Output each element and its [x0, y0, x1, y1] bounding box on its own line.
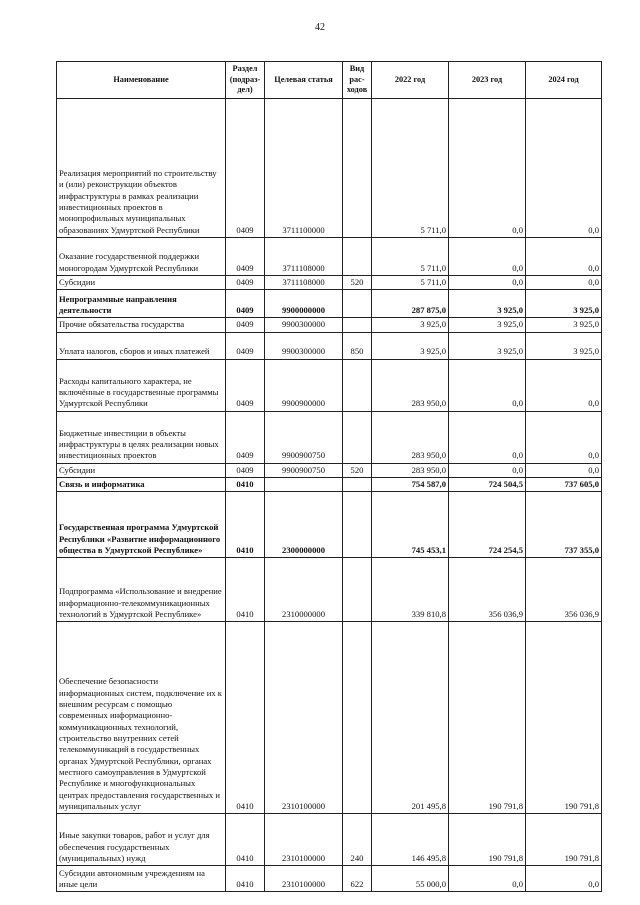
- row-2024: 3 925,0: [526, 332, 602, 359]
- row-2024: 0,0: [526, 411, 602, 463]
- row-2024: 3 925,0: [526, 290, 602, 318]
- row-2022: 5 711,0: [372, 238, 449, 276]
- row-name: Связь и информатика: [57, 478, 226, 492]
- row-2022: 339 810,8: [372, 558, 449, 622]
- row-2023: 3 925,0: [449, 290, 526, 318]
- row-2022: 55 000,0: [372, 866, 449, 892]
- row-name: Субсидии: [57, 463, 226, 477]
- row-2023: 0,0: [449, 359, 526, 411]
- row-2023: 0,0: [449, 276, 526, 290]
- row-name: Бюджетные инвестиции в объекты инфраструктуры в целях реализации новых инвестиционных проектов: [57, 411, 226, 463]
- row-section: 0410: [226, 478, 265, 492]
- row-2023: 0,0: [449, 238, 526, 276]
- row-kind: [343, 478, 372, 492]
- row-name: Прочие обязательства государства: [57, 318, 226, 332]
- row-target: 3711108000: [265, 238, 343, 276]
- row-2022: 283 950,0: [372, 359, 449, 411]
- row-kind: 622: [343, 866, 372, 892]
- row-2022: 754 587,0: [372, 478, 449, 492]
- row-2022: 201 495,8: [372, 622, 449, 814]
- row-target: 9900900000: [265, 359, 343, 411]
- row-target: 9900900750: [265, 411, 343, 463]
- row-section: 0409: [226, 318, 265, 332]
- row-kind: [343, 558, 372, 622]
- row-section: 0409: [226, 290, 265, 318]
- row-name: Субсидии: [57, 276, 226, 290]
- row-2024: 0,0: [526, 463, 602, 477]
- row-2024: 3 925,0: [526, 318, 602, 332]
- row-target: 2300000000: [265, 492, 343, 558]
- row-2024: 190 791,8: [526, 814, 602, 866]
- table-row: [57, 290, 602, 318]
- row-2024: 356 036,9: [526, 558, 602, 622]
- row-2023: 0,0: [449, 99, 526, 238]
- row-2024: 190 791,8: [526, 622, 602, 814]
- row-target: 2310100000: [265, 866, 343, 892]
- table-row: [57, 478, 602, 492]
- row-2024: 0,0: [526, 238, 602, 276]
- table-row: [57, 866, 602, 892]
- row-section: 0410: [226, 866, 265, 892]
- row-section: 0409: [226, 238, 265, 276]
- row-section: 0410: [226, 814, 265, 866]
- header-name: Наименование: [57, 62, 226, 99]
- row-2022: 5 711,0: [372, 276, 449, 290]
- row-kind: [343, 411, 372, 463]
- row-name: Уплата налогов, сборов и иных платежей: [57, 332, 226, 359]
- table-row: [57, 411, 602, 463]
- row-2023: 0,0: [449, 463, 526, 477]
- row-2023: 0,0: [449, 411, 526, 463]
- row-section: 0409: [226, 332, 265, 359]
- row-target: 9900000000: [265, 290, 343, 318]
- budget-table: [56, 61, 602, 892]
- row-target: 3711100000: [265, 99, 343, 238]
- row-2024: 0,0: [526, 276, 602, 290]
- table-row: [57, 622, 602, 814]
- row-2023: 724 504,5: [449, 478, 526, 492]
- row-2024: 737 605,0: [526, 478, 602, 492]
- row-kind: [343, 359, 372, 411]
- row-section: 0409: [226, 359, 265, 411]
- row-2022: 146 495,8: [372, 814, 449, 866]
- row-2024: 0,0: [526, 866, 602, 892]
- row-target: [265, 478, 343, 492]
- row-kind: 850: [343, 332, 372, 359]
- row-kind: [343, 238, 372, 276]
- row-2022: 3 925,0: [372, 318, 449, 332]
- header-2023: 2023 год: [449, 62, 526, 99]
- table-row: [57, 318, 602, 332]
- row-kind: 520: [343, 463, 372, 477]
- row-name: Государственная программа Удмуртской Республики «Развитие информационного общества в Удмуртской Республике»: [57, 492, 226, 558]
- header-target: Целевая статья: [265, 62, 343, 99]
- row-2022: 287 875,0: [372, 290, 449, 318]
- row-2022: 283 950,0: [372, 463, 449, 477]
- row-kind: [343, 99, 372, 238]
- row-section: 0410: [226, 622, 265, 814]
- row-2022: 5 711,0: [372, 99, 449, 238]
- row-kind: [343, 290, 372, 318]
- row-2023: 3 925,0: [449, 318, 526, 332]
- row-kind: 520: [343, 276, 372, 290]
- row-section: 0409: [226, 411, 265, 463]
- table-row: [57, 332, 602, 359]
- row-name: Обеспечение безопасности информационных систем, подключение их к внешним ресурсам с помощью современных информационно-коммуникационных технологий, строительство внутренних сетей телекоммуникаций в государственных органах Удмуртской Республики, органах местного самоуправления в Удмуртской Республике и многофункциональных центрах предоставления государственных и муниципальных услуг: [57, 622, 226, 814]
- row-name: Расходы капитального характера, не включённые в государственные программы Удмуртской Республики: [57, 359, 226, 411]
- table-row: [57, 558, 602, 622]
- row-name: Подпрограмма «Использование и внедрение информационно-телекоммуникационных технологий в Удмуртской Республике»: [57, 558, 226, 622]
- row-target: 9900300000: [265, 318, 343, 332]
- row-2023: 190 791,8: [449, 814, 526, 866]
- row-target: 2310100000: [265, 814, 343, 866]
- table-header-row: [57, 62, 602, 99]
- row-section: 0409: [226, 276, 265, 290]
- row-section: 0409: [226, 463, 265, 477]
- header-section: Раздел (подраз-дел): [226, 62, 265, 99]
- table-row: [57, 99, 602, 238]
- row-kind: [343, 622, 372, 814]
- table-row: [57, 814, 602, 866]
- row-kind: [343, 318, 372, 332]
- row-section: 0409: [226, 99, 265, 238]
- table-row: [57, 463, 602, 477]
- table-row: [57, 492, 602, 558]
- row-name: Иные закупки товаров, работ и услуг для обеспечения государственных (муниципальных) нужд: [57, 814, 226, 866]
- row-target: 2310100000: [265, 622, 343, 814]
- row-2023: 356 036,9: [449, 558, 526, 622]
- page-number: 42: [315, 22, 325, 33]
- row-2023: 190 791,8: [449, 622, 526, 814]
- row-2023: 3 925,0: [449, 332, 526, 359]
- row-name: Непрограммные направления деятельности: [57, 290, 226, 318]
- row-kind: 240: [343, 814, 372, 866]
- row-2022: 745 453,1: [372, 492, 449, 558]
- row-section: 0410: [226, 492, 265, 558]
- row-name: Реализация мероприятий по строительству и (или) реконструкции объектов инфраструктуры в рамках реализации инвестиционных проектов в монопрофильных муниципальных образованиях Удмуртской Республики: [57, 99, 226, 238]
- row-target: 2310000000: [265, 558, 343, 622]
- row-2022: 3 925,0: [372, 332, 449, 359]
- header-2024: 2024 год: [526, 62, 602, 99]
- row-section: 0410: [226, 558, 265, 622]
- row-target: 9900900750: [265, 463, 343, 477]
- row-name: Оказание государственной поддержки моногородам Удмуртской Республики: [57, 238, 226, 276]
- row-name: Субсидии автономным учреждениям на иные цели: [57, 866, 226, 892]
- row-2024: 0,0: [526, 359, 602, 411]
- row-2024: 737 355,0: [526, 492, 602, 558]
- table-row: [57, 359, 602, 411]
- row-2023: 0,0: [449, 866, 526, 892]
- header-kind: Вид рас-ходов: [343, 62, 372, 99]
- row-kind: [343, 492, 372, 558]
- row-2023: 724 254,5: [449, 492, 526, 558]
- table-row: [57, 238, 602, 276]
- row-target: 3711108000: [265, 276, 343, 290]
- header-2022: 2022 год: [372, 62, 449, 99]
- row-target: 9900300000: [265, 332, 343, 359]
- row-2024: 0,0: [526, 99, 602, 238]
- row-2022: 283 950,0: [372, 411, 449, 463]
- table-row: [57, 276, 602, 290]
